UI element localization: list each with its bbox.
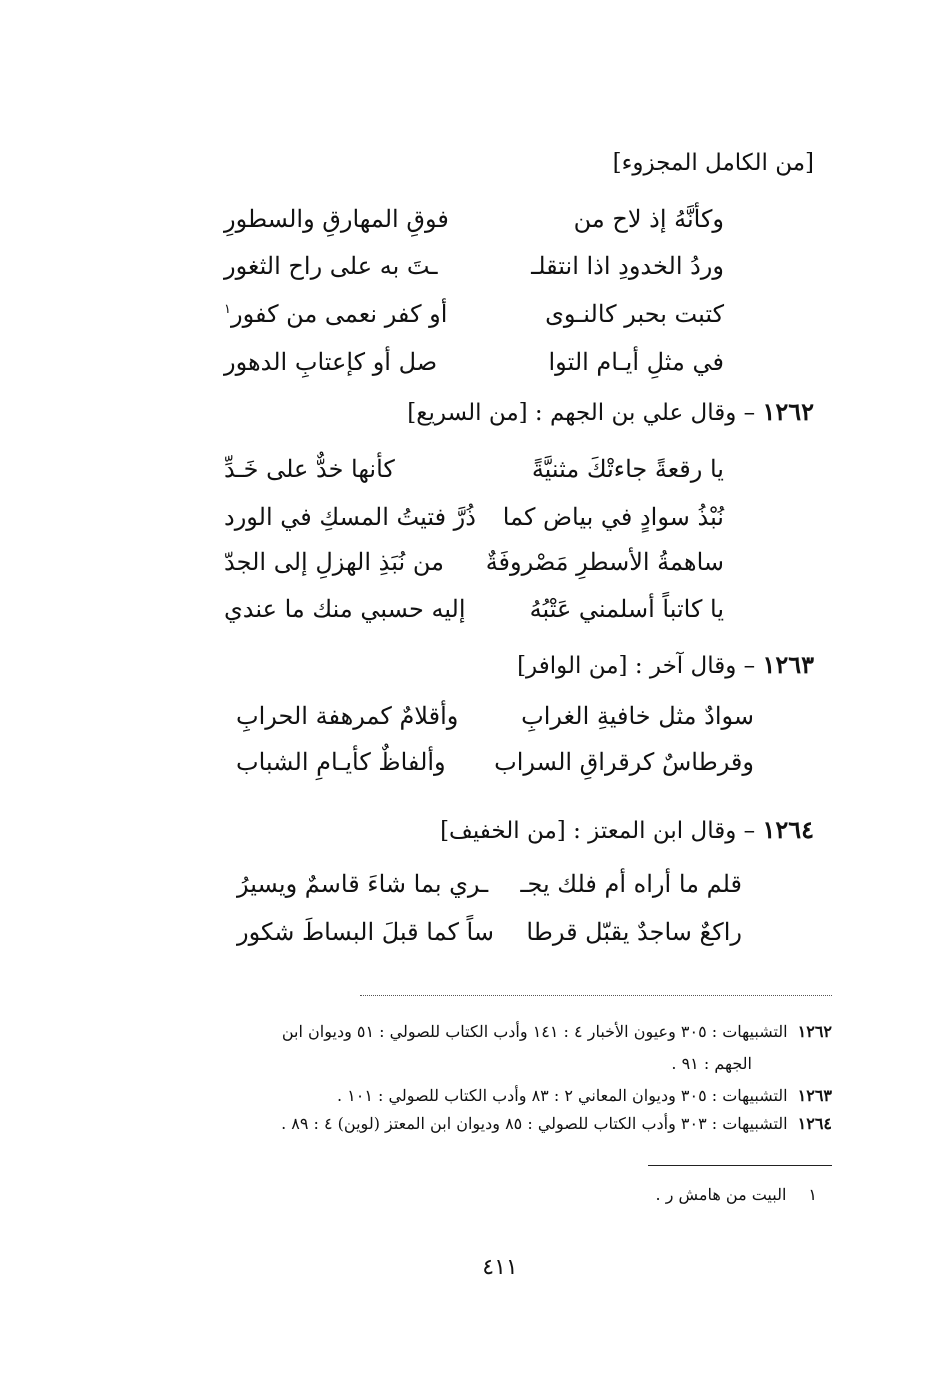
hemistich-first: راكعٌ ساجدٌ يقبّل قرطا [526, 918, 742, 946]
verse-line [224, 300, 724, 334]
entry-number: ١٢٦٤ [762, 815, 814, 844]
entry-intro: – وقال آخر : [من الوافر] [517, 653, 756, 679]
verse-line [224, 205, 724, 239]
verse-line [224, 252, 724, 286]
hemistich-first: وقرطاسٌ كرقراقِ السراب [494, 748, 754, 776]
footnote [281, 1114, 832, 1133]
margin-note [656, 1185, 817, 1204]
margin-note-number: ١ [808, 1185, 817, 1204]
hemistich-second: ـري بما شاءَ قاسمٌ ويسيرُ [237, 870, 489, 898]
poem-heading [440, 815, 814, 844]
verse-line [236, 702, 754, 736]
verse-line [237, 870, 742, 904]
hemistich-second: ـتَ به على راح الثغور [224, 252, 438, 280]
footnote-number: ١٢٦٤ [797, 1114, 832, 1133]
hemistich-second: فوقِ المهارقِ والسطورِ [224, 205, 449, 233]
margin-note-separator [648, 1165, 832, 1166]
verse-line [236, 748, 754, 782]
meter-label: [من الكامل المجزوء] [612, 150, 814, 176]
hemistich-second: ساً كما قبلَ البساطَ شكور [237, 918, 494, 946]
hemistich-first: كتبت بحبر كالنـوى [545, 300, 724, 328]
poem-heading [407, 397, 814, 426]
hemistich-second [224, 300, 447, 328]
hemistich-first: نُبْذُ سوادٍ في بياض كما [502, 503, 724, 531]
entry-number: ١٢٦٢ [762, 397, 814, 426]
footnote-marker: ١ [224, 302, 231, 317]
entry-number: ١٢٦٣ [762, 650, 814, 679]
verse-line [224, 595, 724, 629]
hemistich-second: وألفاظٌ كأيـامِ الشباب [236, 748, 446, 776]
hemistich-first: يا كاتباً أسلمني عَتْبُهُ [529, 595, 724, 623]
footnote-text: التشبيهات : ٣٠٣ وأدب الكتاب للصولي : ٨٥ وديوان ابن المعتز (لوين) ٤ : ٨٩ . [281, 1114, 788, 1133]
verse-line [224, 348, 724, 382]
hemistich-first: في مثلِ أيـام التوا [548, 348, 724, 376]
footnote-text: التشبيهات : ٣٠٥ وديوان المعاني ٢ : ٨٣ وأدب الكتاب للصولي : ١٠١ . [336, 1086, 788, 1105]
entry-intro: – وقال علي بن الجهم : [من السريع] [407, 400, 756, 426]
hemistich-text: أو كفر نعمى من كفور [230, 300, 448, 328]
hemistich-second: ذُرَّ فتيتُ المسكِ في الورد [224, 503, 476, 531]
footnote-number: ١٢٦٣ [797, 1086, 832, 1105]
poem-heading [517, 650, 814, 679]
footnote-separator [360, 995, 832, 996]
page-number: ٤١١ [482, 1255, 518, 1280]
hemistich-first: وكأنَّهُ إذ لاح من [573, 205, 724, 233]
footnote [337, 1086, 832, 1105]
verse-line [224, 503, 724, 537]
hemistich-second: من نُبَذِ الهزلِ إلى الجدّ [224, 548, 444, 576]
hemistich-second: صل أو كإعتابِ الدهور [224, 348, 438, 376]
footnote [282, 1022, 832, 1041]
hemistich-first: وردُ الخدودِ اذا انتقلـ [531, 252, 724, 280]
hemistich-first: سوادٌ مثل خافيةِ الغرابِ [521, 702, 754, 730]
verse-line [224, 548, 724, 582]
hemistich-first: يا رقعةً جاءتْكَ مثنيَّةً [531, 455, 724, 483]
hemistich-first: ساهمةُ الأسطرِ مَصْروفَةٌ [485, 548, 724, 576]
entry-intro: – وقال ابن المعتز : [من الخفيف] [440, 818, 756, 844]
hemistich-second: كأنها خدٌّ على خَـدِّ [224, 455, 395, 483]
hemistich-first: قلم ما أراه أم فلك يجـ [520, 870, 742, 898]
margin-note-text: البيت من هامش ر . [655, 1185, 787, 1204]
hemistich-second: وأقلامٌ كمرهفة الحرابِ [236, 702, 459, 730]
hemistich-second: إليه حسبي منك ما عندي [224, 595, 466, 623]
verse-line [237, 918, 742, 952]
footnote-number: ١٢٦٢ [797, 1022, 832, 1041]
verse-line [224, 455, 724, 489]
footnote-text: التشبيهات : ٣٠٥ وعيون الأخبار ٤ : ١٤١ وأدب الكتاب للصولي : ٥١ وديوان ابن [281, 1022, 788, 1041]
footnote-continuation: الجهم : ٩١ . [671, 1054, 752, 1073]
